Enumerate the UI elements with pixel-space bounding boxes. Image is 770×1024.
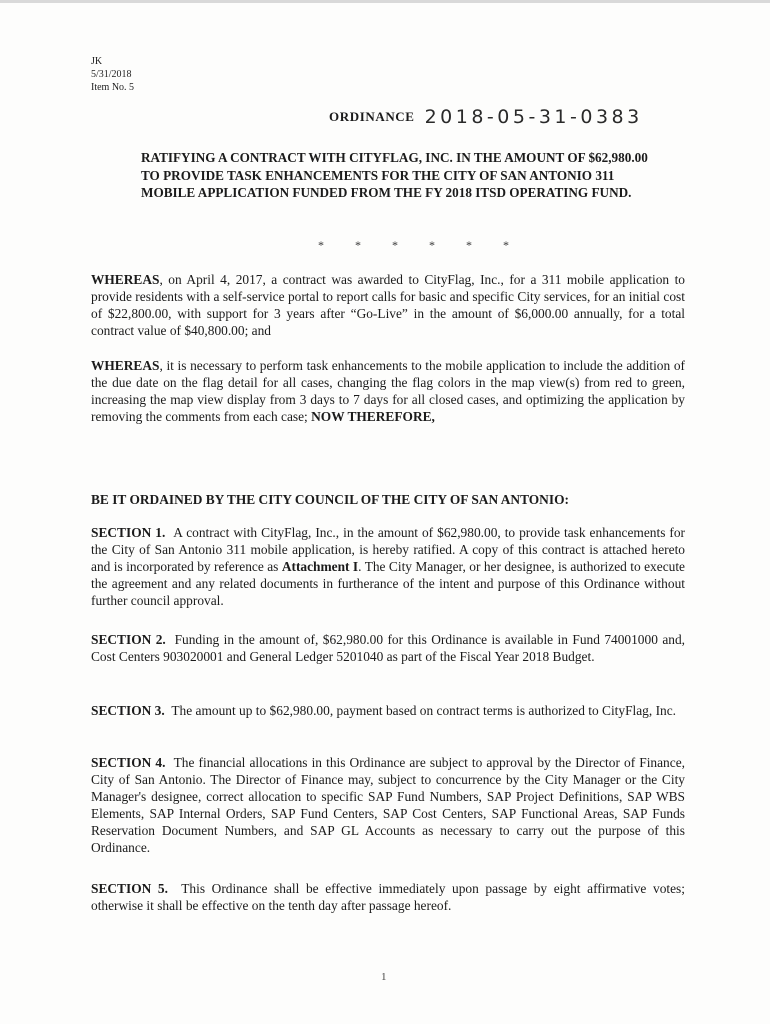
- meeting-date: 5/31/2018: [91, 69, 132, 80]
- section-label: SECTION 3.: [91, 703, 165, 718]
- whereas-lead: WHEREAS: [91, 358, 160, 373]
- whereas-lead: WHEREAS: [91, 272, 160, 287]
- section-text: The amount up to $62,980.00, payment based on contract terms is authorized to CityFlag, Inc.: [171, 703, 677, 718]
- ordained-heading: BE IT ORDAINED BY THE CITY COUNCIL OF THE CITY OF SAN ANTONIO:: [91, 492, 569, 507]
- item-number: Item No. 5: [91, 82, 135, 93]
- separator-stars: * * * * * *: [318, 238, 523, 252]
- section-3: [91, 702, 685, 719]
- section-text: Funding in the amount of, $62,980.00 for this Ordinance is available in Fund 74001000 and, Cost Centers 903020001 and General Ledger 5201040 as part of the Fiscal Year 2018 Budget.: [91, 632, 685, 664]
- section-text: This Ordinance shall be effective immediately upon passage by eight affirmative votes; otherwise it shall be effective on the tenth day after passage hereof.: [91, 881, 685, 913]
- section-2: [91, 631, 685, 665]
- document-meta: [91, 55, 134, 94]
- section-5: [91, 880, 685, 914]
- author-initials: JK: [91, 56, 103, 67]
- section-text: A contract with CityFlag, Inc., in the amount of $62,980.00, to provide task enhancements for the City of San Antonio 311 mobile application, is hereby ratified. A copy of this contract is attached hereto and is incorporated by reference as: [91, 525, 686, 574]
- ordinance-number: [329, 106, 643, 128]
- whereas-text: , it is necessary to perform task enhancements to the mobile application to include the addition of the due date on the flag detail for all cases, changing the flag colors in the map view(s) from red to green, increasing the map view display from 3 days to 7 days for all closed cases, and optimizing the application by removing the comments from each case;: [91, 358, 685, 424]
- whereas-paragraph-2: [91, 357, 685, 425]
- ordinance-label: ORDINANCE: [329, 109, 415, 124]
- section-text-continued: . The City Manager, or her designee, is authorized to execute the agreement and any related documents in furtherance of the intent and purpose of this Ordinance without further council approval.: [91, 559, 685, 608]
- section-1: [91, 524, 685, 609]
- whereas-tail: NOW THEREFORE,: [311, 409, 435, 424]
- ordinance-value: 2018-05-31-0383: [424, 106, 643, 128]
- ordinance-title: RATIFYING A CONTRACT WITH CITYFLAG, INC. IN THE AMOUNT OF $62,980.00 TO PROVIDE TASK ENHANCEMENTS FOR THE CITY OF SAN ANTONIO 311 MOBILE APPLICATION FUNDED FROM THE FY 2018 ITSD OPERATING FUND.: [141, 150, 648, 200]
- section-label: SECTION 5.: [91, 881, 168, 896]
- page-number: 1: [381, 971, 387, 983]
- section-label: SECTION 4.: [91, 755, 166, 770]
- section-4: [91, 754, 685, 856]
- whereas-paragraph-1: [91, 271, 685, 339]
- section-label: SECTION 2.: [91, 632, 166, 647]
- attachment-reference: Attachment I: [281, 559, 359, 574]
- whereas-text: , on April 4, 2017, a contract was awarded to CityFlag, Inc., for a 311 mobile application to provide residents with a self-service portal to report calls for basic and specific City services, for an initial cost of $22,800.00, with support for 3 years after “Go-Live” in the amount of $6,000.00 annually, for a total contract value of $40,800.00; and: [91, 272, 685, 338]
- section-text: The financial allocations in this Ordinance are subject to approval by the Director of Finance, City of San Antonio. The Director of Finance may, subject to concurrence by the City Manager or the City Manager's designee, correct allocation to specific SAP Fund Numbers, SAP Project Definitions, SAP WBS Elements, SAP Internal Orders, SAP Fund Centers, SAP Cost Centers, SAP Functional Areas, SAP Funds Reservation Document Numbers, and SAP GL Accounts as necessary to carry out the purpose of this Ordinance.: [91, 755, 685, 855]
- section-label: SECTION 1.: [91, 525, 166, 540]
